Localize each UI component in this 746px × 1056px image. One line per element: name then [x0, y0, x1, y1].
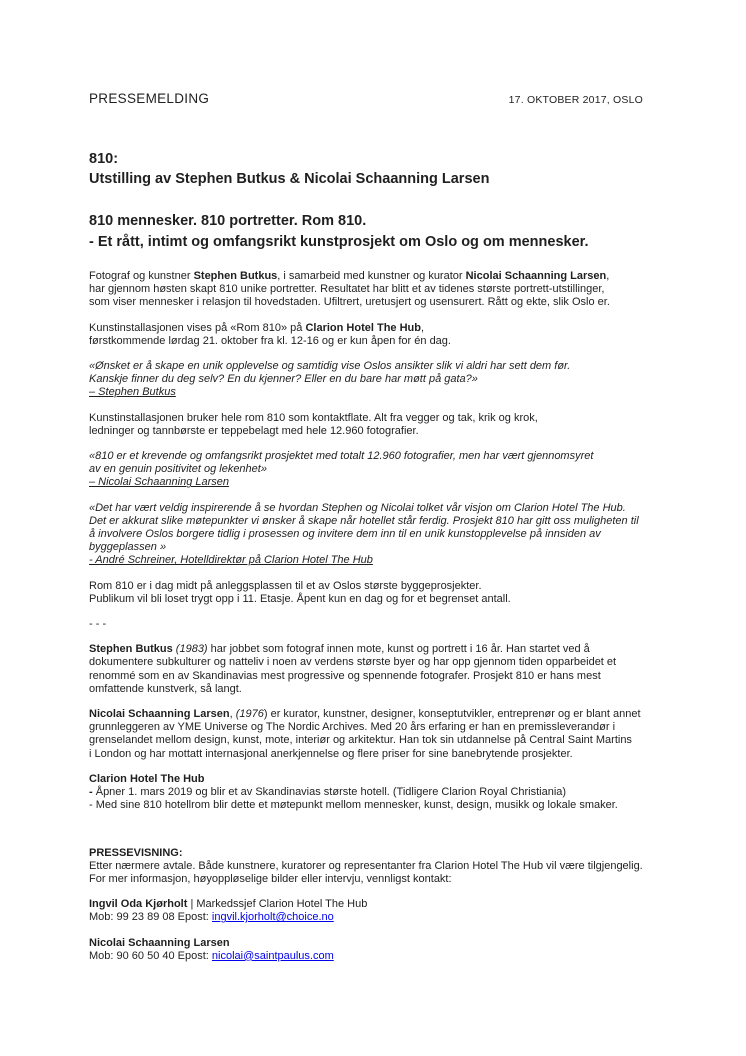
text-segment: «810 er et krevende og omfangsrikt prosjektet med totalt 12.960 fotografier, men har vært gjennomsyret — [89, 450, 594, 463]
text-segment: (1983) — [175, 643, 208, 656]
contact-nicolai-larsen — [89, 937, 689, 963]
text-segment: renommé som en av Skandinavias mest progressive og spennende fotografer. Prosjekt 810 er hans mest — [89, 669, 601, 682]
text-segment: Nicolai Schaanning Larsen — [465, 270, 607, 282]
email-link[interactable]: nicolai@saintpaulus.com — [211, 949, 334, 962]
text-segment: 810: — [89, 151, 119, 167]
text-segment: som viser mennesker i relasjon til hovedstaden. Ufiltrert, uretusjert og usensurert. Rått og ekte, slik Oslo er. — [89, 296, 610, 309]
text-segment: Stephen Butkus — [193, 270, 278, 282]
text-segment: , — [606, 270, 610, 282]
text-segment: å involvere Oslos borgere tidlig i prosessen og invitere dem inn til en unik kunstopplevelse på innsiden av — [89, 528, 601, 541]
text-segment: Rom 810 er i dag midt på anleggsplassen til et av Oslos største byggeprosjekter. — [89, 579, 482, 592]
text-segment: – Nicolai Schaanning Larsen — [89, 476, 230, 489]
text-segment: av en genuin positivitet og lekenhet» — [89, 463, 267, 476]
text-segment: , — [420, 321, 425, 334]
text-segment: Det er akkurat slike møtepunkter vi ønsker å skape når hotellet står ferdig. Prosjekt 810 har gitt oss muligheten til — [89, 514, 639, 527]
text-segment: Kunstinstallasjonen vises på «Rom 810» på — [89, 321, 306, 334]
text-segment: Mob: 99 23 89 08 Epost: — [89, 911, 212, 924]
page-title — [89, 149, 689, 189]
text-segment: Ingvil Oda Kjørholt — [89, 898, 188, 911]
bio-stephen-butkus — [89, 643, 689, 696]
quote-andre-schreiner — [89, 502, 689, 568]
text-segment: , i samarbeid med kunstner og kurator — [277, 270, 466, 282]
text-segment: førstkommende lørdag 21. oktober fra kl. 12-16 og er kun åpen for én dag. — [89, 334, 451, 347]
text-segment: Kanskje finner du deg selv? En du kjenner? Eller en du bare har møtt på gata?» — [89, 373, 478, 386]
text-segment: grunnleggeren av YME Universe og The Nordic Archives. Med 20 års erfaring er han en premissleverandør i — [89, 721, 616, 734]
text-segment: Åpner 1. mars 2019 og blir et av Skandinavias største hotell. (Tidligere Clarion Royal Christiania) — [92, 786, 567, 799]
text-segment: | Markedssjef Clarion Hotel The Hub — [187, 898, 368, 911]
text-segment: Stephen Butkus — [89, 643, 176, 656]
paragraph-venue — [89, 322, 689, 348]
text-segment: Clarion Hotel The Hub — [305, 321, 421, 334]
text-segment: (1976 — [235, 708, 264, 721]
text-segment: - - - — [89, 618, 107, 631]
text-segment: PRESSEVISNING: — [89, 846, 183, 859]
document-type-label: PRESSEMELDING — [89, 91, 210, 106]
text-segment: Publikum vil bli loset trygt opp i 11. Etasje. Åpent kun en dag og for et begrenset antall. — [89, 592, 511, 605]
text-segment: - André Schreiner, Hotelldirektør på Clarion Hotel The Hub — [89, 554, 373, 567]
text-segment: omfattende kunstverk, så langt. — [89, 682, 242, 695]
paragraph-intro — [89, 270, 689, 310]
text-segment: Nicolai Schaanning Larsen — [89, 936, 230, 949]
text-segment: «Det har vært veldig inspirerende å se hvordan Stephen og Nicolai tolket vår visjon om Clarion Hotel The Hub. — [89, 501, 626, 514]
text-segment: har jobbet som fotograf innen mote, kunst og portrett i 16 år. Han startet ved å — [207, 643, 590, 656]
text-segment: – Stephen Butkus — [89, 386, 176, 399]
hotel-facts-block — [89, 773, 689, 813]
text-segment: i London og har mottatt internasjonal anerkjennelse og flere priser for sine banebrytende prosjekter. — [89, 747, 573, 760]
text-segment: har gjennom høsten skapt 810 unike portretter. Resultatet har blitt et av tidenes største portrett-utstillinger, — [89, 283, 605, 296]
text-segment: Etter nærmere avtale. Både kunstnere, kuratorer og representanter fra Clarion Hotel The Hub vil være tilgjengelig. — [89, 859, 643, 872]
text-segment: - Med sine 810 hotellrom blir dette et møtepunkt mellom mennesker, kunst, design, musikk og lokale smaker. — [89, 799, 618, 812]
text-segment: - — [89, 786, 93, 799]
text-segment: Mob: 90 60 50 40 Epost: — [89, 949, 212, 962]
contact-ingvil-kjorholt — [89, 898, 689, 924]
text-segment: , — [229, 708, 236, 721]
text-segment: Utstilling av Stephen Butkus & Nicolai Schaanning Larsen — [89, 171, 490, 187]
quote-nicolai-larsen — [89, 450, 689, 490]
text-segment: - Et rått, intimt og omfangsrikt kunstprosjekt om Oslo og om mennesker. — [89, 234, 589, 250]
text-segment: Fotograf og kunstner — [89, 270, 194, 282]
press-viewing-block — [89, 847, 689, 887]
paragraph-installation — [89, 412, 689, 438]
text-segment: ledninger og tannbørste er teppebelagt med hele 12.960 fotografier. — [89, 424, 419, 437]
document-content — [89, 0, 689, 963]
quote-stephen-butkus — [89, 360, 689, 400]
bio-nicolai-larsen — [89, 708, 689, 761]
text-segment: Kunstinstallasjonen bruker hele rom 810 som kontaktflate. Alt fra vegger og tak, krik og krok, — [89, 411, 538, 424]
text-segment: 810 mennesker. 810 portretter. Rom 810. — [89, 213, 367, 229]
paragraph-access — [89, 580, 689, 606]
text-segment: ) er kurator, kunstner, designer, konseptutvikler, entreprenør og er blant annet — [263, 708, 641, 721]
text-segment: Nicolai Schaanning Larsen — [89, 708, 230, 721]
text-segment: byggeplassen » — [89, 541, 167, 554]
text-segment: For mer informasjon, høyoppløselige bilder eller intervju, vennligst kontakt: — [89, 872, 452, 885]
text-segment: Clarion Hotel The Hub — [89, 772, 205, 785]
email-link[interactable]: ingvil.kjorholt@choice.no — [211, 911, 334, 924]
document-date: 17. OKTOBER 2017, OSLO — [508, 94, 643, 106]
text-segment: dokumentere subkulturer og natteliv i noen av verdens største byer og har opp gjennom tiden opparbeidet et — [89, 656, 617, 669]
text-segment: «Ønsket er å skape en unik opplevelse og samtidig vise Oslos ansikter slik vi aldri har sett dem før. — [89, 360, 571, 373]
text-segment: grenselandet mellom design, kunst, mote, interiør og arkitektur. Han tok sin utdannelse på Central Saint Martins — [89, 734, 632, 747]
page-subtitle — [89, 211, 689, 253]
document-header — [89, 91, 689, 106]
section-divider — [89, 618, 689, 631]
